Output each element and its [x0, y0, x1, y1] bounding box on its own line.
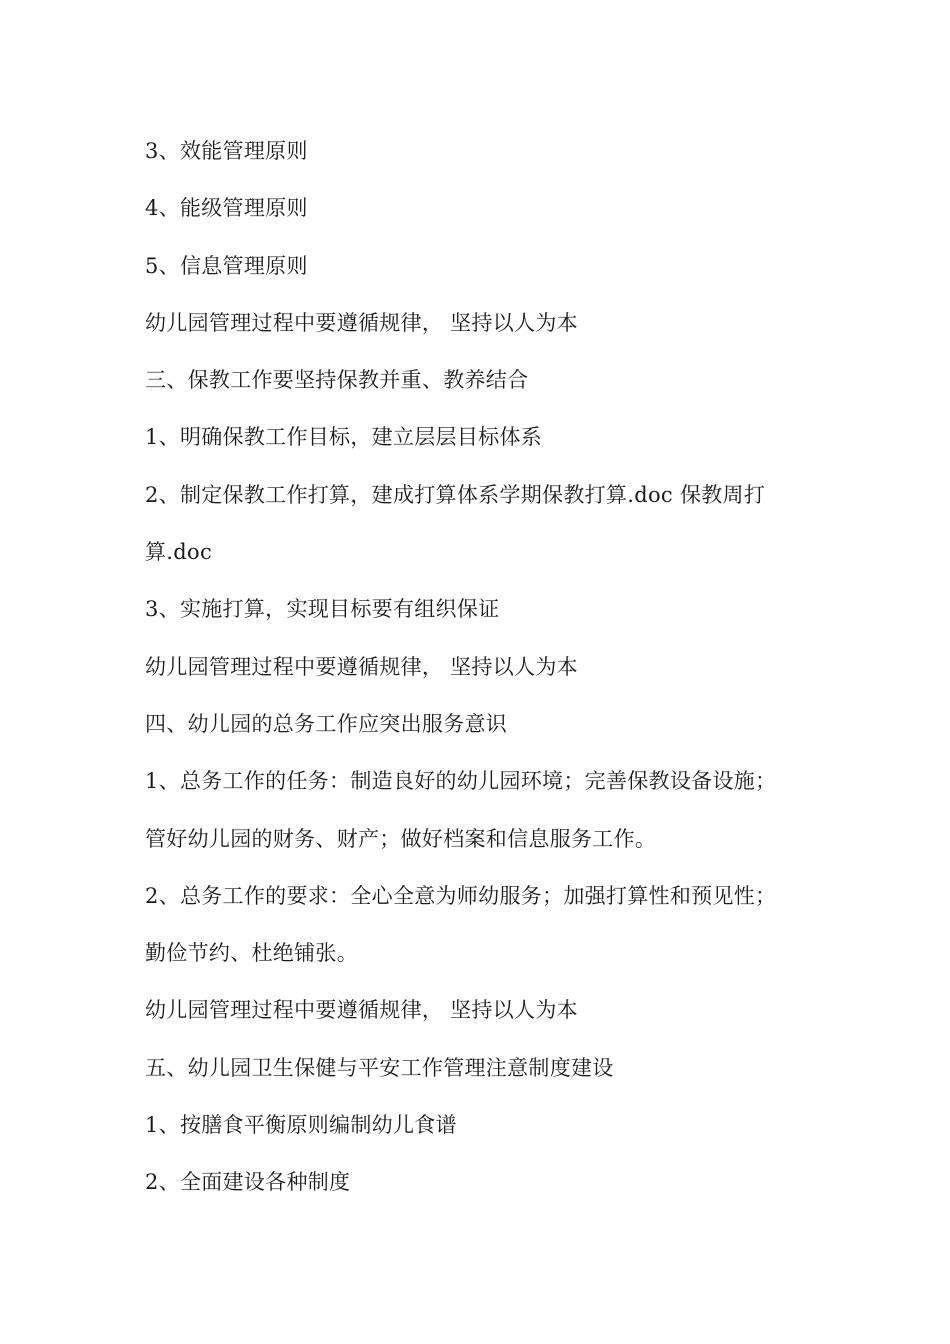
section-heading: 三、保教工作要坚持保教并重、教养结合	[145, 368, 529, 393]
paragraph-line: 幼儿园管理过程中要遵循规律， 坚持以人为本	[145, 998, 578, 1023]
paragraph-line: 1、总务工作的任务：制造良好的幼儿园环境；完善保教设备设施；	[145, 769, 777, 794]
paragraph-line: 幼儿园管理过程中要遵循规律， 坚持以人为本	[145, 654, 578, 679]
paragraph-line: 3、实施打算，实现目标要有组织保证	[145, 597, 500, 622]
paragraph-line: 2、制定保教工作打算，建成打算体系学期保教打算.doc 保教周打	[145, 482, 766, 507]
paragraph-line: 2、总务工作的要求：全心全意为师幼服务；加强打算性和预见性；	[145, 883, 777, 908]
paragraph-line: 勤俭节约、杜绝铺张。	[145, 941, 358, 966]
section-heading: 四、幼儿园的总务工作应突出服务意识	[145, 711, 508, 736]
paragraph-line: 1、明确保教工作目标，建立层层目标体系	[145, 425, 543, 450]
paragraph-line: 4、能级管理原则	[145, 196, 308, 221]
document-body	[145, 130, 815, 1219]
paragraph-line: 算.doc	[145, 540, 213, 565]
section-heading: 五、幼儿园卫生保健与平安工作管理注意制度建设	[145, 1055, 614, 1080]
paragraph-line: 3、效能管理原则	[145, 139, 308, 163]
paragraph-line: 1、按膳食平衡原则编制幼儿食谱	[145, 1113, 457, 1138]
paragraph-line: 幼儿园管理过程中要遵循规律， 坚持以人为本	[145, 310, 578, 335]
paragraph-line: 5、信息管理原则	[145, 253, 308, 278]
paragraph-line: 2、全面建设各种制度	[145, 1170, 351, 1195]
paragraph-line: 管好幼儿园的财务、财产；做好档案和信息服务工作。	[145, 826, 657, 851]
